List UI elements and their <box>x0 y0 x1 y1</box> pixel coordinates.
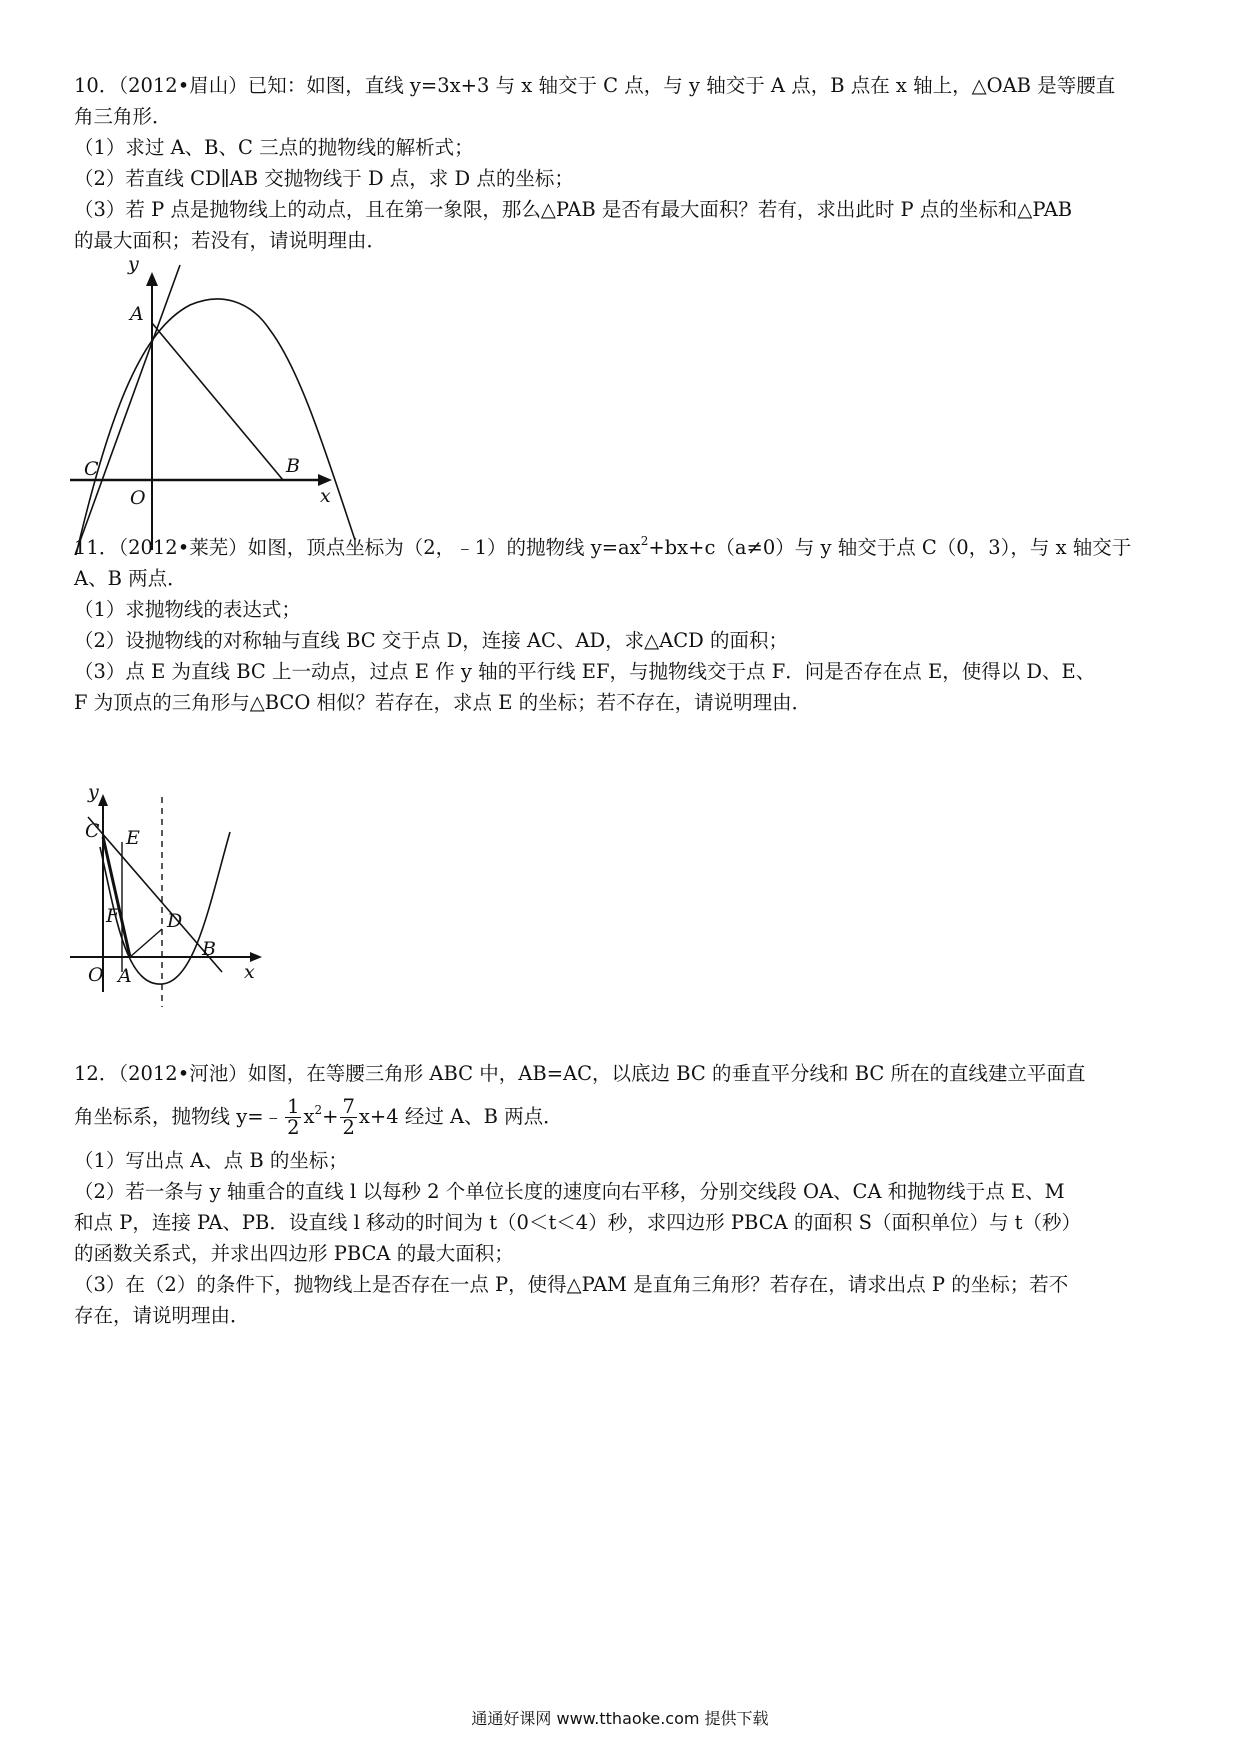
label-y: y <box>88 781 99 803</box>
problem-11-stem-part-a: 11．（2012•莱芜）如图，顶点坐标为（2，﹣1）的抛物线 y=ax <box>74 536 641 559</box>
line-ca <box>75 265 180 555</box>
problem-12-question-3-line-2: 存在，请说明理由． <box>74 1304 250 1327</box>
label-f: F <box>106 905 120 927</box>
superscript-2: 2 <box>314 1103 323 1117</box>
segment-ac <box>103 837 130 957</box>
problem-12-question-3-line-1: （3）在（2）的条件下，抛物线上是否存在一点 P，使得△PAM 是直角三角形？若存在，请求出点 P 的坐标；若不 <box>74 1273 1069 1296</box>
problem-11-stem-line-1 <box>74 532 1174 563</box>
problem-12-stem-line-2 <box>74 1089 1174 1145</box>
fraction-one-half <box>285 1097 301 1138</box>
problem-12-question-2-line-2: 和点 P，连接 PA、PB．设直线 l 移动的时间为 t（0＜t＜4）秒，求四边形 PBCA 的面积 S（面积单位）与 t（秒） <box>74 1211 1082 1234</box>
problem-11 <box>74 532 1174 718</box>
label-x: x <box>320 485 331 507</box>
problem-11-stem-part-b: +bx+c（a≠0）与 y 轴交于点 C（0，3），与 x 轴交于 <box>648 536 1132 559</box>
problem-12-question-2-line-1: （2）若一条与 y 轴重合的直线 l 以每秒 2 个单位长度的速度向右平移，分别交线段 OA、CA 和抛物线于点 E、M <box>74 1180 1065 1203</box>
problem-10-question-2: （2）若直线 CD∥AB 交抛物线于 D 点，求 D 点的坐标； <box>74 167 574 190</box>
problem-10-question-1: （1）求过 A、B、C 三点的抛物线的解析式； <box>74 136 474 159</box>
problem-11-figure <box>70 781 300 1022</box>
problem-12 <box>74 1058 1174 1331</box>
problem-10-figure <box>70 253 370 560</box>
problem-12-question-1: （1）写出点 A、点 B 的坐标； <box>74 1149 348 1172</box>
fraction-numerator: 1 <box>287 1095 300 1118</box>
label-d: D <box>167 910 183 932</box>
fraction-numerator: 7 <box>342 1095 355 1118</box>
problem-10 <box>74 70 1174 256</box>
problem-10-question-3-line-1: （3）若 P 点是抛物线上的动点，且在第一象限，那么△PAB 是否有最大面积？若有，求出此时 P 点的坐标和△PAB <box>74 198 1073 221</box>
label-y: y <box>128 253 139 275</box>
problem-11-question-3-line-2: F 为顶点的三角形与△BCO 相似？若存在，求点 E 的坐标；若不存在，请说明理由． <box>74 691 812 714</box>
label-a: A <box>118 965 132 987</box>
label-c: C <box>85 820 100 842</box>
label-x: x <box>244 961 255 983</box>
problem-12-stem-part-d: x+4 经过 A、B 两点． <box>358 1105 563 1128</box>
label-b: B <box>202 938 216 960</box>
parabola <box>76 299 355 555</box>
label-c: C <box>84 458 99 480</box>
y-axis-arrow-icon <box>146 272 158 286</box>
problem-11-graph <box>70 781 300 1022</box>
label-b: B <box>286 455 300 477</box>
problem-11-question-1: （1）求抛物线的表达式； <box>74 598 301 621</box>
fraction-seven-halves <box>340 1097 356 1138</box>
problem-11-question-2: （2）设抛物线的对称轴与直线 BC 交于点 D，连接 AC、AD，求△ACD 的面积； <box>74 629 788 652</box>
label-o: O <box>88 964 104 986</box>
label-a: A <box>130 303 144 325</box>
y-axis-arrow-icon <box>98 794 108 806</box>
problem-12-stem-part-b: x <box>303 1105 315 1128</box>
problem-11-stem-line-2: A、B 两点． <box>74 567 187 590</box>
page-footer: 通通好课网 www.tthaoke.com 提供下载 <box>471 1709 769 1728</box>
problem-10-stem-line-1: 10．（2012•眉山）已知：如图，直线 y=3x+3 与 x 轴交于 C 点，与 y 轴交于 A 点，B 点在 x 轴上，△OAB 是等腰直 <box>74 74 1116 97</box>
problem-12-question-2-line-3: 的函数关系式，并求出四边形 PBCA 的最大面积； <box>74 1242 514 1265</box>
problem-12-stem-part-a: 角坐标系，抛物线 y=﹣ <box>74 1105 284 1128</box>
problem-10-stem-line-2: 角三角形． <box>74 105 172 128</box>
problem-10-graph <box>70 253 370 560</box>
fraction-denominator: 2 <box>342 1116 355 1139</box>
label-o: O <box>130 487 146 509</box>
problem-12-stem-line-1: 12．（2012•河池）如图，在等腰三角形 ABC 中，AB=AC，以底边 BC 的垂直平分线和 BC 所在的直线建立平面直 <box>74 1062 1086 1085</box>
superscript-2: 2 <box>640 534 649 548</box>
problem-10-question-3-line-2: 的最大面积；若没有，请说明理由． <box>74 229 387 252</box>
problem-12-stem-part-c: + <box>322 1105 339 1128</box>
problem-11-question-3-line-1: （3）点 E 为直线 BC 上一动点，过点 E 作 y 轴的平行线 EF，与抛物线交于点 F．问是否存在点 E，使得以 D、E、 <box>74 660 1096 683</box>
label-e: E <box>126 827 140 849</box>
fraction-denominator: 2 <box>287 1116 300 1139</box>
segment-ad <box>130 929 162 957</box>
segment-ab <box>152 323 283 480</box>
